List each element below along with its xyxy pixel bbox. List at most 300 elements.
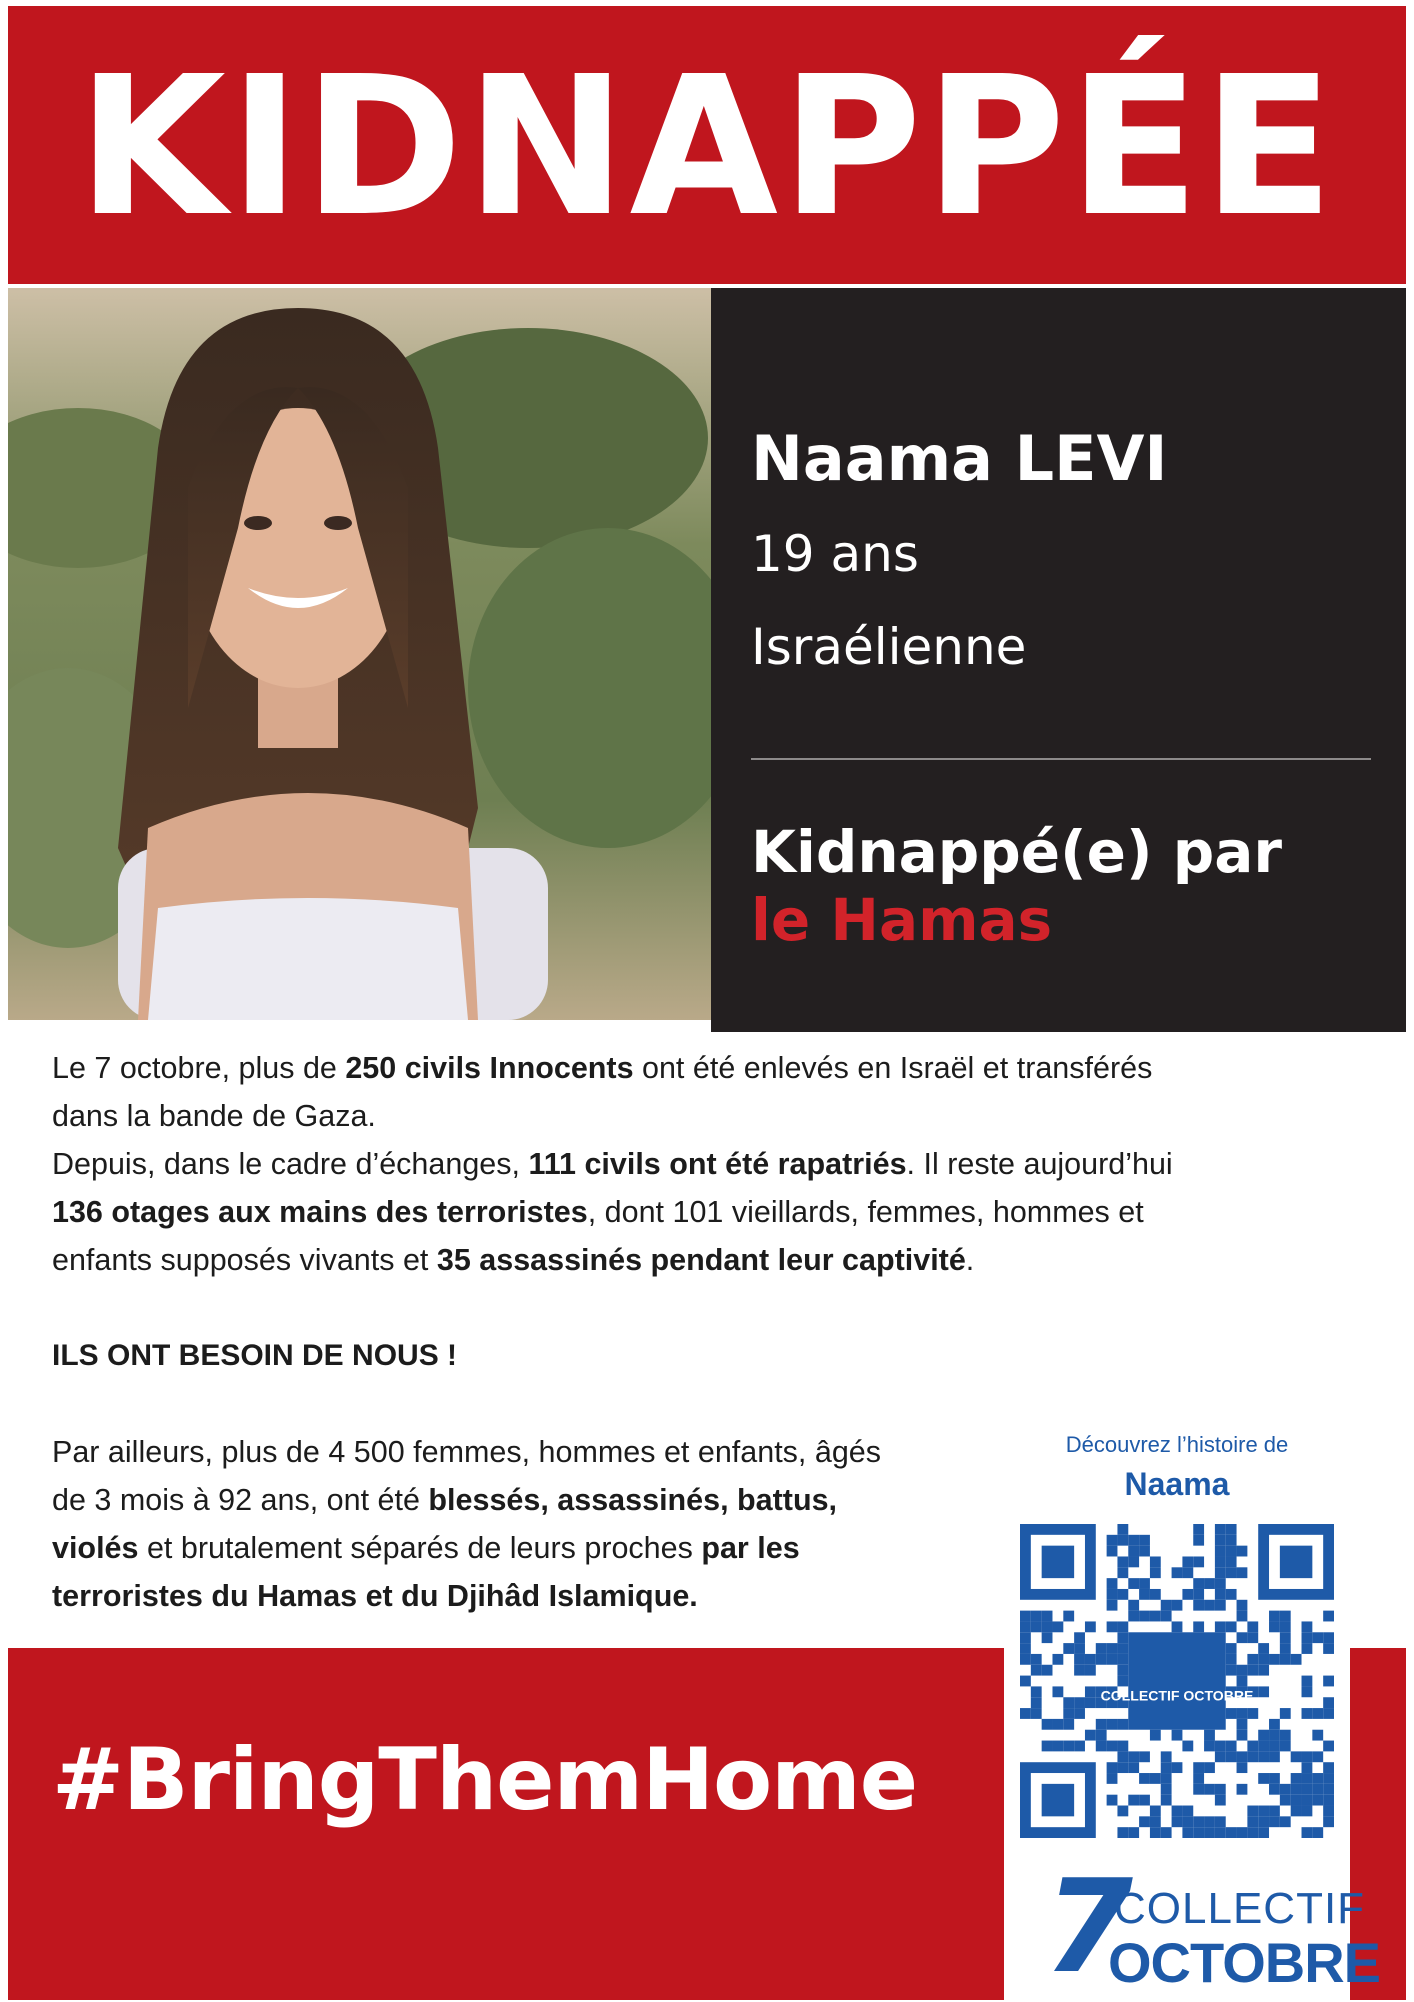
qr-module <box>1117 1676 1128 1687</box>
qr-module <box>1117 1556 1128 1567</box>
qr-module <box>1237 1632 1248 1643</box>
qr-module <box>1150 1589 1161 1600</box>
qr-module <box>1042 1719 1053 1730</box>
qr-module <box>1117 1621 1128 1632</box>
qr-module <box>1291 1806 1302 1817</box>
qr-module <box>1226 1567 1237 1578</box>
qr-module <box>1280 1795 1291 1806</box>
qr-module <box>1193 1589 1204 1600</box>
qr-module <box>1280 1654 1291 1665</box>
qr-module <box>1150 1556 1161 1567</box>
qr-module <box>1161 1827 1172 1838</box>
qr-module <box>1269 1654 1280 1665</box>
qr-module <box>1204 1827 1215 1838</box>
qr-module <box>1258 1773 1269 1784</box>
qr-module <box>1117 1589 1128 1600</box>
qr-module <box>1258 1741 1269 1752</box>
qr-module <box>1204 1741 1215 1752</box>
qr-module <box>1150 1611 1161 1622</box>
portrait-photo <box>8 288 711 1020</box>
qr-module <box>1237 1611 1248 1622</box>
qr-module <box>1280 1741 1291 1752</box>
qr-module <box>1085 1697 1096 1708</box>
qr-module <box>1182 1816 1193 1827</box>
qr-module <box>1182 1827 1193 1838</box>
qr-module <box>1280 1784 1291 1795</box>
qr-module <box>1204 1816 1215 1827</box>
qr-module <box>1117 1827 1128 1838</box>
qr-module <box>1150 1773 1161 1784</box>
qr-module <box>1280 1708 1291 1719</box>
qr-module <box>1247 1632 1258 1643</box>
qr-module <box>1302 1643 1313 1654</box>
qr-module <box>1215 1535 1226 1546</box>
qr-module <box>1161 1784 1172 1795</box>
qr-module <box>1139 1546 1150 1557</box>
qr-module <box>1193 1621 1204 1632</box>
qr-module <box>1150 1806 1161 1817</box>
qr-module <box>1117 1741 1128 1752</box>
text-run: dans la bande de Gaza. <box>52 1099 376 1133</box>
qr-module <box>1052 1654 1063 1665</box>
qr-module <box>1291 1654 1302 1665</box>
qr-module <box>1107 1762 1118 1773</box>
qr-module <box>1323 1741 1334 1752</box>
qr-module <box>1172 1600 1183 1611</box>
qr-module <box>1215 1556 1226 1567</box>
qr-module <box>1128 1600 1139 1611</box>
qr-module <box>1302 1762 1313 1773</box>
kidnapped-by-label: Kidnappé(e) par <box>751 818 1282 886</box>
qr-module <box>1161 1762 1172 1773</box>
hashtag: #BringThemHome <box>52 1730 918 1830</box>
qr-module <box>1312 1827 1323 1838</box>
qr-module <box>1085 1621 1096 1632</box>
qr-module <box>1302 1632 1313 1643</box>
qr-module <box>1258 1827 1269 1838</box>
qr-module <box>1107 1773 1118 1784</box>
qr-module <box>1031 1697 1042 1708</box>
qr-module <box>1258 1665 1269 1676</box>
qr-module <box>1215 1741 1226 1752</box>
qr-module <box>1074 1741 1085 1752</box>
qr-module <box>1269 1816 1280 1827</box>
qr-module <box>1302 1686 1313 1697</box>
qr-module <box>1193 1556 1204 1567</box>
qr-module <box>1107 1741 1118 1752</box>
qr-module <box>1117 1524 1128 1535</box>
qr-module <box>1226 1827 1237 1838</box>
qr-module <box>1302 1773 1313 1784</box>
qr-module <box>1172 1621 1183 1632</box>
qr-module <box>1226 1741 1237 1752</box>
qr-module <box>1031 1665 1042 1676</box>
qr-module <box>1323 1784 1334 1795</box>
person-nationality: Israélienne <box>751 618 1027 676</box>
qr-module <box>1161 1751 1172 1762</box>
qr-module <box>1226 1708 1237 1719</box>
text-run: , dont 101 vieillards, femmes, hommes et <box>587 1195 1144 1229</box>
qr-module <box>1291 1773 1302 1784</box>
qr-module <box>1312 1773 1323 1784</box>
qr-module <box>1204 1762 1215 1773</box>
qr-module <box>1117 1806 1128 1817</box>
qr-module <box>1182 1567 1193 1578</box>
qr-module <box>1302 1708 1313 1719</box>
qr-module <box>1074 1697 1085 1708</box>
logo-line2: OCTOBRE <box>1108 1931 1380 1994</box>
qr-module <box>1052 1741 1063 1752</box>
poster-title: KIDNAPPÉE <box>77 36 1337 259</box>
qr-module <box>1128 1578 1139 1589</box>
qr-module <box>1215 1621 1226 1632</box>
qr-module <box>1312 1751 1323 1762</box>
qr-module <box>1215 1600 1226 1611</box>
qr-module <box>1031 1621 1042 1632</box>
bold-run: 111 civils ont été rapatriés <box>528 1147 907 1181</box>
qr-module <box>1193 1600 1204 1611</box>
qr-module <box>1215 1784 1226 1795</box>
qr-module <box>1204 1578 1215 1589</box>
collectif-logo <box>1004 1853 1380 2002</box>
qr-module <box>1139 1589 1150 1600</box>
qr-module <box>1323 1806 1334 1817</box>
text-run: . Il reste aujourd’hui <box>906 1147 1173 1181</box>
qr-module <box>1226 1546 1237 1557</box>
bold-run: blessés, assassinés, battus, <box>428 1483 838 1517</box>
qr-module <box>1107 1546 1118 1557</box>
qr-module <box>1128 1795 1139 1806</box>
qr-module <box>1182 1741 1193 1752</box>
qr-module <box>1247 1751 1258 1762</box>
qr-module <box>1063 1741 1074 1752</box>
qr-module <box>1182 1556 1193 1567</box>
qr-module <box>1074 1708 1085 1719</box>
qr-module <box>1128 1762 1139 1773</box>
qr-module <box>1258 1730 1269 1741</box>
qr-module <box>1172 1806 1183 1817</box>
qr-module <box>1117 1654 1128 1665</box>
qr-module <box>1302 1784 1313 1795</box>
qr-module <box>1269 1773 1280 1784</box>
qr-module <box>1074 1665 1085 1676</box>
qr-center-logo <box>1128 1632 1225 1729</box>
qr-module <box>1063 1708 1074 1719</box>
qr-finder-core <box>1280 1546 1312 1578</box>
bold-run: par les <box>701 1531 800 1565</box>
logo-line1: COLLECTIF <box>1114 1884 1366 1933</box>
qr-module <box>1193 1827 1204 1838</box>
qr-module <box>1063 1697 1074 1708</box>
text-run: Par ailleurs, plus de 4 500 femmes, hommes et enfants, âgés <box>52 1435 882 1469</box>
qr-module <box>1215 1589 1226 1600</box>
qr-finder-core <box>1042 1546 1074 1578</box>
qr-module <box>1291 1751 1302 1762</box>
qr-module <box>1269 1751 1280 1762</box>
qr-module <box>1215 1567 1226 1578</box>
qr-module <box>1269 1611 1280 1622</box>
qr-code[interactable] <box>1020 1524 1334 1838</box>
qr-module <box>1323 1816 1334 1827</box>
qr-module <box>1237 1676 1248 1687</box>
qr-module <box>1031 1611 1042 1622</box>
qr-module <box>1269 1730 1280 1741</box>
info-panel <box>711 288 1406 1032</box>
qr-module <box>1280 1621 1291 1632</box>
qr-module <box>1226 1643 1237 1654</box>
qr-module <box>1031 1708 1042 1719</box>
qr-module <box>1074 1654 1085 1665</box>
qr-module <box>1247 1816 1258 1827</box>
qr-module <box>1215 1827 1226 1838</box>
qr-module <box>1323 1632 1334 1643</box>
qr-module <box>1258 1643 1269 1654</box>
qr-module <box>1020 1708 1031 1719</box>
qr-module <box>1128 1535 1139 1546</box>
bold-run: violés <box>52 1531 139 1565</box>
qr-module <box>1258 1751 1269 1762</box>
qr-module <box>1247 1621 1258 1632</box>
qr-module <box>1215 1578 1226 1589</box>
qr-module <box>1226 1665 1237 1676</box>
qr-module <box>1237 1827 1248 1838</box>
qr-module <box>1269 1621 1280 1632</box>
qr-module <box>1237 1719 1248 1730</box>
qr-module <box>1215 1546 1226 1557</box>
person-name: Naama LEVI <box>751 422 1168 495</box>
qr-module <box>1150 1730 1161 1741</box>
qr-module <box>1269 1741 1280 1752</box>
text-run: de 3 mois à 92 ans, ont été <box>52 1483 429 1517</box>
qr-module <box>1237 1730 1248 1741</box>
qr-module <box>1052 1719 1063 1730</box>
qr-module <box>1312 1730 1323 1741</box>
logo-number: 7 <box>1044 1853 1134 2002</box>
qr-module <box>1323 1773 1334 1784</box>
qr-module <box>1302 1806 1313 1817</box>
qr-module <box>1258 1654 1269 1665</box>
qr-module <box>1193 1578 1204 1589</box>
qr-module <box>1020 1676 1031 1687</box>
qr-module <box>1215 1524 1226 1535</box>
qr-module <box>1063 1719 1074 1730</box>
qr-module <box>1291 1784 1302 1795</box>
qr-module <box>1302 1827 1313 1838</box>
qr-module <box>1226 1556 1237 1567</box>
qr-module <box>1085 1665 1096 1676</box>
text-run: et brutalement séparés de leurs proches <box>138 1531 702 1565</box>
qr-module <box>1302 1795 1313 1806</box>
qr-module <box>1193 1816 1204 1827</box>
qr-module <box>1237 1665 1248 1676</box>
qr-module <box>1074 1643 1085 1654</box>
qr-module <box>1031 1654 1042 1665</box>
qr-module <box>1085 1654 1096 1665</box>
qr-module <box>1312 1784 1323 1795</box>
text-run: Le 7 octobre, plus de <box>52 1051 346 1085</box>
qr-module <box>1096 1730 1107 1741</box>
qr-module <box>1237 1784 1248 1795</box>
paragraph-victims <box>52 1428 972 1620</box>
qr-module <box>1107 1643 1118 1654</box>
qr-module <box>1139 1816 1150 1827</box>
qr-module <box>1302 1676 1313 1687</box>
text-run: . <box>965 1243 975 1277</box>
qr-module <box>1096 1719 1107 1730</box>
qr-module <box>1215 1751 1226 1762</box>
qr-module <box>1020 1621 1031 1632</box>
qr-module <box>1226 1654 1237 1665</box>
qr-module <box>1020 1643 1031 1654</box>
qr-module <box>1182 1806 1193 1817</box>
qr-module <box>1247 1654 1258 1665</box>
qr-module <box>1052 1686 1063 1697</box>
qr-module <box>1117 1719 1128 1730</box>
qr-module <box>1139 1751 1150 1762</box>
qr-module <box>1107 1654 1118 1665</box>
qr-module <box>1085 1730 1096 1741</box>
qr-module <box>1107 1795 1118 1806</box>
qr-module <box>1237 1751 1248 1762</box>
qr-module <box>1280 1730 1291 1741</box>
qr-module <box>1139 1535 1150 1546</box>
qr-module <box>1226 1535 1237 1546</box>
qr-module <box>1042 1621 1053 1632</box>
qr-module <box>1172 1567 1183 1578</box>
qr-module <box>1237 1762 1248 1773</box>
qr-module <box>1312 1708 1323 1719</box>
paragraph-hostages <box>52 1044 1202 1284</box>
qr-module <box>1128 1827 1139 1838</box>
qr-module <box>1161 1773 1172 1784</box>
qr-module <box>1323 1611 1334 1622</box>
qr-module <box>1258 1806 1269 1817</box>
qr-module <box>1193 1762 1204 1773</box>
qr-module <box>1031 1686 1042 1697</box>
qr-module <box>1107 1589 1118 1600</box>
qr-module <box>1182 1589 1193 1600</box>
qr-module <box>1215 1816 1226 1827</box>
qr-module <box>1020 1611 1031 1622</box>
qr-module <box>1312 1632 1323 1643</box>
qr-module <box>1226 1524 1237 1535</box>
qr-module <box>1117 1643 1128 1654</box>
qr-module <box>1247 1741 1258 1752</box>
qr-module <box>1117 1632 1128 1643</box>
qr-module <box>1258 1686 1269 1697</box>
qr-module <box>1139 1773 1150 1784</box>
qr-module <box>1139 1578 1150 1589</box>
qr-panel <box>1004 1396 1380 2002</box>
qr-module <box>1204 1784 1215 1795</box>
qr-module <box>1161 1795 1172 1806</box>
qr-module <box>1247 1827 1258 1838</box>
qr-module <box>1269 1806 1280 1817</box>
qr-module <box>1226 1751 1237 1762</box>
qr-module <box>1096 1643 1107 1654</box>
qr-module <box>1269 1719 1280 1730</box>
qr-module <box>1323 1643 1334 1654</box>
qr-module <box>1042 1741 1053 1752</box>
person-age: 19 ans <box>751 525 919 583</box>
qr-module <box>1204 1730 1215 1741</box>
qr-module <box>1237 1600 1248 1611</box>
qr-module <box>1302 1621 1313 1632</box>
qr-module <box>1096 1741 1107 1752</box>
qr-module <box>1161 1600 1172 1611</box>
qr-module <box>1117 1751 1128 1762</box>
qr-module <box>1247 1806 1258 1817</box>
qr-module <box>1247 1708 1258 1719</box>
qr-module <box>1237 1546 1248 1557</box>
qr-module <box>1280 1816 1291 1827</box>
header-banner <box>8 6 1406 284</box>
qr-module <box>1172 1730 1183 1741</box>
qr-module <box>1172 1762 1183 1773</box>
qr-module <box>1063 1643 1074 1654</box>
qr-module <box>1150 1827 1161 1838</box>
qr-module <box>1107 1535 1118 1546</box>
qr-module <box>1226 1589 1237 1600</box>
qr-module <box>1117 1567 1128 1578</box>
qr-module <box>1128 1556 1139 1567</box>
qr-module <box>1128 1751 1139 1762</box>
qr-module <box>1128 1611 1139 1622</box>
qr-module <box>1312 1795 1323 1806</box>
qr-name: Naama <box>1124 1466 1230 1502</box>
qr-module <box>1258 1816 1269 1827</box>
qr-module <box>1107 1719 1118 1730</box>
qr-module <box>1269 1784 1280 1795</box>
qr-module <box>1139 1611 1150 1622</box>
qr-module <box>1172 1816 1183 1827</box>
qr-module <box>1280 1632 1291 1643</box>
qr-module <box>1280 1611 1291 1622</box>
qr-module <box>1161 1611 1172 1622</box>
divider <box>751 758 1371 760</box>
qr-module <box>1117 1762 1128 1773</box>
qr-module <box>1247 1665 1258 1676</box>
qr-module <box>1215 1795 1226 1806</box>
qr-module <box>1042 1665 1053 1676</box>
qr-module <box>1020 1632 1031 1643</box>
qr-module <box>1052 1621 1063 1632</box>
qr-module <box>1226 1621 1237 1632</box>
qr-module <box>1204 1600 1215 1611</box>
qr-module <box>1237 1708 1248 1719</box>
qr-module <box>1085 1686 1096 1697</box>
qr-module <box>1042 1632 1053 1643</box>
qr-module <box>1128 1546 1139 1557</box>
bold-run: 136 otages aux mains des terroristes <box>52 1195 588 1229</box>
qr-module <box>1107 1600 1118 1611</box>
qr-module <box>1107 1578 1118 1589</box>
qr-module <box>1020 1654 1031 1665</box>
qr-module <box>1117 1665 1128 1676</box>
text-run: ont été enlevés en Israël et transférés <box>633 1051 1153 1085</box>
call-to-action: ILS ONT BESOIN DE NOUS ! <box>52 1339 458 1372</box>
qr-module <box>1096 1654 1107 1665</box>
qr-module <box>1280 1643 1291 1654</box>
qr-module <box>1107 1621 1118 1632</box>
qr-module <box>1323 1676 1334 1687</box>
qr-caption: Découvrez l’histoire de <box>1065 1432 1289 1457</box>
qr-module <box>1117 1535 1128 1546</box>
qr-module <box>1063 1611 1074 1622</box>
text-run: enfants supposés vivants et <box>52 1243 437 1277</box>
qr-module <box>1237 1567 1248 1578</box>
qr-module <box>1193 1773 1204 1784</box>
